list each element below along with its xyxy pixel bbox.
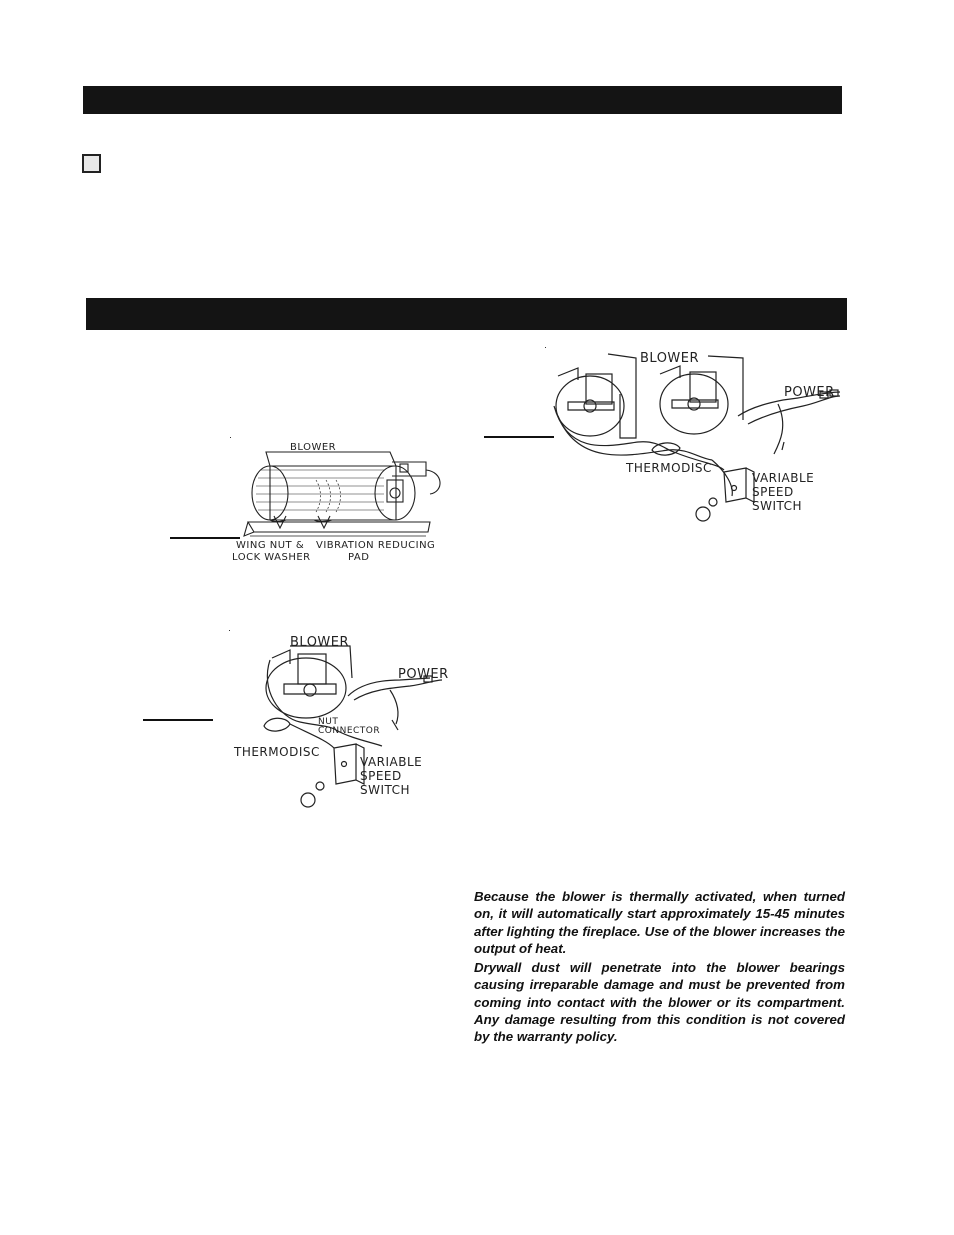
note-thermal-activation: Because the blower is thermally activated, when turned on, it will automatically start approximately 15-45 minutes after lighting the fireplace. Use of the blower increases the output of heat. [474,889,845,956]
figure-callout-rule-single [143,719,213,721]
figure-callout-rule-top-right [484,436,554,438]
twin-switch-label-3: SWITCH [752,499,803,513]
wing-nut-label-2: LOCK WASHER [232,552,311,563]
single-power-label: POWER [398,667,449,682]
twin-blower-label: BLOWER [640,351,700,366]
vibration-pad-label-2: PAD [348,552,370,563]
figure-marker-top-right [545,347,546,348]
nut-connector-label-2: CONNECTOR [318,726,381,736]
single-thermodisc-label: THERMODISC [234,745,320,759]
single-switch-label-3: SWITCH [360,783,411,797]
pad-blower-label: BLOWER [290,442,337,453]
twin-switch-label-1: VARIABLE [752,471,815,485]
single-switch-label-1: VARIABLE [360,755,423,769]
figure-blower-vibration-pad [230,436,450,566]
note-drywall-warning: Drywall dust will penetrate into the blower bearings causing irreparable damage and must be prevented from coming into contact with the blower or its compartment. Any damage resulting from this condition is not covered by the warranty policy. [474,960,845,1045]
section-header-bar-top [83,86,842,114]
twin-thermodisc-label: THERMODISC [626,461,712,475]
section-header-bar-blower [86,298,847,330]
figure-single-blower-wiring [230,630,455,815]
figure-twin-blower-wiring [548,346,848,526]
checkbox[interactable] [82,154,101,173]
single-switch-label-2: SPEED [360,769,402,783]
wing-nut-label-1: WING NUT & [236,540,305,551]
nut-connector-label-1: NUT [318,717,339,727]
single-blower-label: BLOWER [290,635,350,650]
vibration-pad-label-1: VIBRATION REDUCING [316,540,436,551]
twin-switch-label-2: SPEED [752,485,794,499]
twin-power-label: POWER [784,385,835,400]
